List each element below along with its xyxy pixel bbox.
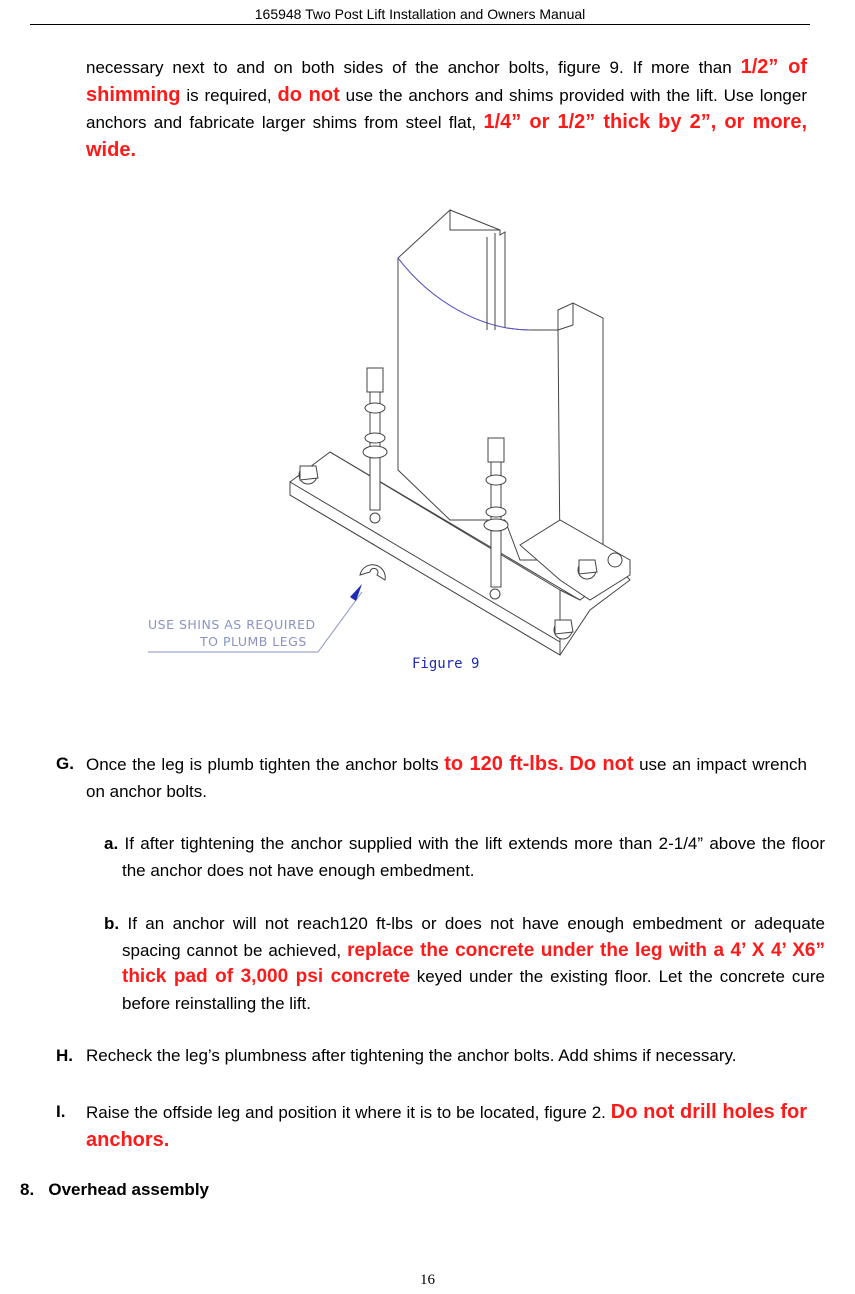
step-i-emphasis: Do not drill holes for anchors. [86, 1101, 807, 1151]
step-i-text [86, 1099, 807, 1154]
step-i-label: I. [56, 1102, 66, 1121]
intro-text-3: use the anchors and shims provided with the lift. Use longer anchors and fabricate larger shims from steel flat, [86, 85, 807, 132]
step-g-label: G. [56, 754, 74, 773]
step-h-text: Recheck the leg’s plumbness after tightening the anchor bolts. Add shims if necessary. [86, 1046, 737, 1065]
step-b-text-2: keyed under the existing floor. Let the concrete cure before reinstalling the lift. [122, 967, 825, 1013]
callout-line-1: USE SHINS AS REQUIRED [148, 617, 316, 632]
step-g-torque: to 120 ft-lbs. [444, 753, 564, 775]
step-g-text-1: Once the leg is plumb tighten the anchor bolts [86, 755, 445, 774]
figure-9-drawing [140, 205, 700, 685]
step-b-text-1: If an anchor will not reach120 ft-lbs or does not have enough embedment or adequate spacing cannot be achieved, [119, 914, 825, 960]
intro-emphasis-do-not: do not [277, 83, 340, 106]
header-rule [30, 24, 810, 25]
callout-line-2: TO PLUMB LEGS [200, 634, 307, 649]
step-g-text [86, 751, 807, 805]
figure-caption: Figure 9 [412, 656, 480, 672]
intro-emphasis-shimming: 1/2” of shimming [86, 56, 807, 106]
step-g-do-not: Do not [569, 753, 634, 775]
step-a-text [104, 831, 825, 884]
section-heading: 8. Overhead assembly [20, 1180, 209, 1199]
intro-text-2: is required, [180, 85, 278, 105]
step-a-body: If after tightening the anchor supplied with the lift extends more than 2-1/4” above the floor the anchor does not have enough embedment. [118, 834, 825, 880]
intro-paragraph [86, 54, 807, 164]
step-i-text-1: Raise the offside leg and position it where it is to be located, figure 2. [86, 1103, 611, 1122]
intro-text-1: necessary next to and on both sides of the anchor bolts, figure 9. If more than [86, 58, 741, 77]
step-b-emphasis: replace the concrete under the leg with a 4’ X 4’ X6” thick pad of 3,000 psi concrete [122, 939, 825, 987]
step-g-text-2: use an impact wrench on anchor bolts. [86, 755, 807, 801]
page-number: 16 [420, 1272, 435, 1288]
intro-emphasis-shim-size: 1/4” or 1/2” thick by 2”, or more, wide. [86, 111, 808, 161]
step-b-text [104, 911, 825, 1017]
page-header: 165948 Two Post Lift Installation and Owners Manual [254, 6, 586, 22]
step-h-label: H. [56, 1046, 73, 1065]
step-b-label: b. [104, 914, 120, 933]
step-a-label: a. [104, 834, 119, 853]
